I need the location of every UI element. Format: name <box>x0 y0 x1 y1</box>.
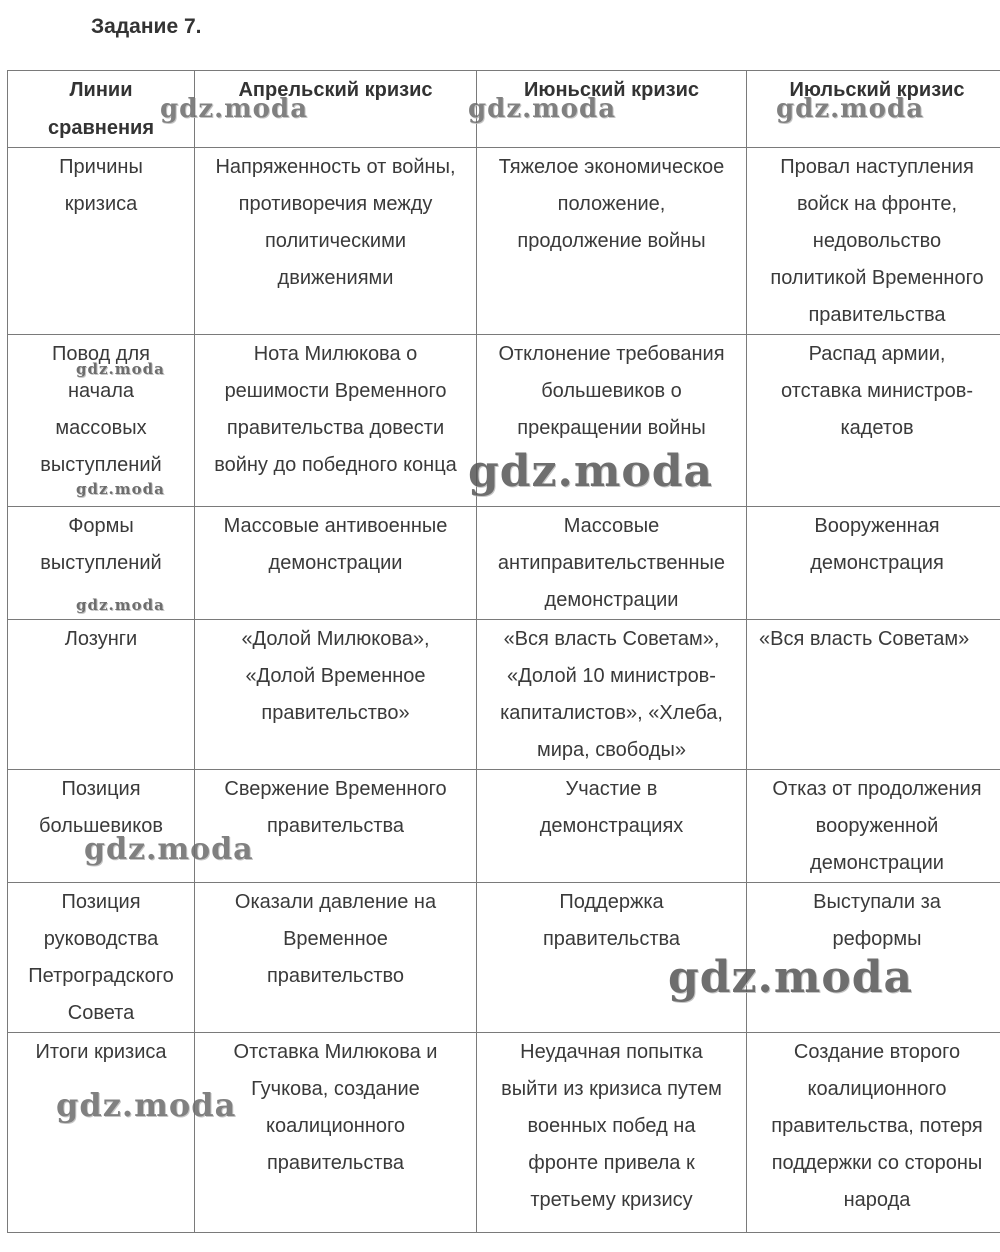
table-cell: Вооруженная демонстрация <box>747 507 1000 620</box>
table-row <box>8 507 1000 620</box>
header-criteria: Линии сравнения <box>8 71 195 148</box>
table-cell: Провал наступления войск на фронте, недовольство политикой Временного правительства <box>747 148 1000 335</box>
watermark: gdz.moda <box>76 360 165 378</box>
table-cell: Неудачная попытка выйти из кризиса путем военных побед на фронте привела к третьему кризису <box>477 1033 747 1233</box>
row-label: Причины кризиса <box>8 148 195 335</box>
table-cell: Тяжелое экономическое положение, продолжение войны <box>477 148 747 335</box>
header-july-crisis: Июльский кризис <box>747 71 1000 148</box>
table-cell: Распад армии, отставка министров- кадетов <box>747 335 1000 507</box>
table-row <box>8 335 1000 507</box>
table-row <box>8 883 1000 1033</box>
table-cell: «Долой Милюкова», «Долой Временное правительство» <box>195 620 477 770</box>
watermark: gdz.moda <box>468 94 617 124</box>
row-label: Позиция руководства Петроградского Совета <box>8 883 195 1033</box>
task-title: Задание 7. <box>91 15 202 38</box>
row-label: Позиция большевиков <box>8 770 195 883</box>
table-row <box>8 1033 1000 1233</box>
table-cell: Отказ от продолжения вооруженной демонстрации <box>747 770 1000 883</box>
table-cell: Создание второго коалиционного правительства, потеря поддержки со стороны народа <box>747 1033 1000 1233</box>
table-cell: Отклонение требования большевиков о прекращении войны <box>477 335 747 507</box>
watermark: gdz.moda <box>776 94 925 124</box>
comparison-table <box>7 70 1000 1233</box>
header-april-crisis: Апрельский кризис <box>195 71 477 148</box>
table-row <box>8 148 1000 335</box>
row-label: Лозунги <box>8 620 195 770</box>
watermark: gdz.moda <box>84 832 254 867</box>
table-row <box>8 620 1000 770</box>
table-cell: Массовые антиправительственные демонстрации <box>477 507 747 620</box>
watermark: gdz.moda <box>76 480 165 498</box>
watermark: gdz.moda <box>76 596 165 614</box>
watermark: gdz.moda <box>668 952 914 1003</box>
table-header-row <box>8 71 1000 148</box>
table-cell: Отставка Милюкова и Гучкова, создание коалиционного правительства <box>195 1033 477 1233</box>
watermark: gdz.moda <box>160 94 309 124</box>
header-june-crisis: Июньский кризис <box>477 71 747 148</box>
table-cell: Нота Милюкова о решимости Временного правительства довести войну до победного конца <box>195 335 477 507</box>
table-cell: Напряженность от войны, противоречия между политическими движениями <box>195 148 477 335</box>
row-label: Повод для начала массовых выступлений <box>8 335 195 507</box>
table-cell: Участие в демонстрациях <box>477 770 747 883</box>
table-cell: Свержение Временного правительства <box>195 770 477 883</box>
watermark: gdz.moda <box>56 1086 237 1124</box>
row-label: Формы выступлений <box>8 507 195 620</box>
row-label: Итоги кризиса <box>8 1033 195 1233</box>
table-cell: Выступали за реформы <box>747 883 1000 1033</box>
table-cell: Оказали давление на Временное правительство <box>195 883 477 1033</box>
table-cell: Массовые антивоенные демонстрации <box>195 507 477 620</box>
table-cell: «Вся власть Советам», «Долой 10 министров- капиталистов», «Хлеба, мира, свободы» <box>477 620 747 770</box>
table-row <box>8 770 1000 883</box>
table-cell: «Вся власть Советам» <box>747 620 1000 770</box>
table-cell: Поддержка правительства <box>477 883 747 1033</box>
watermark: gdz.moda <box>468 446 714 497</box>
